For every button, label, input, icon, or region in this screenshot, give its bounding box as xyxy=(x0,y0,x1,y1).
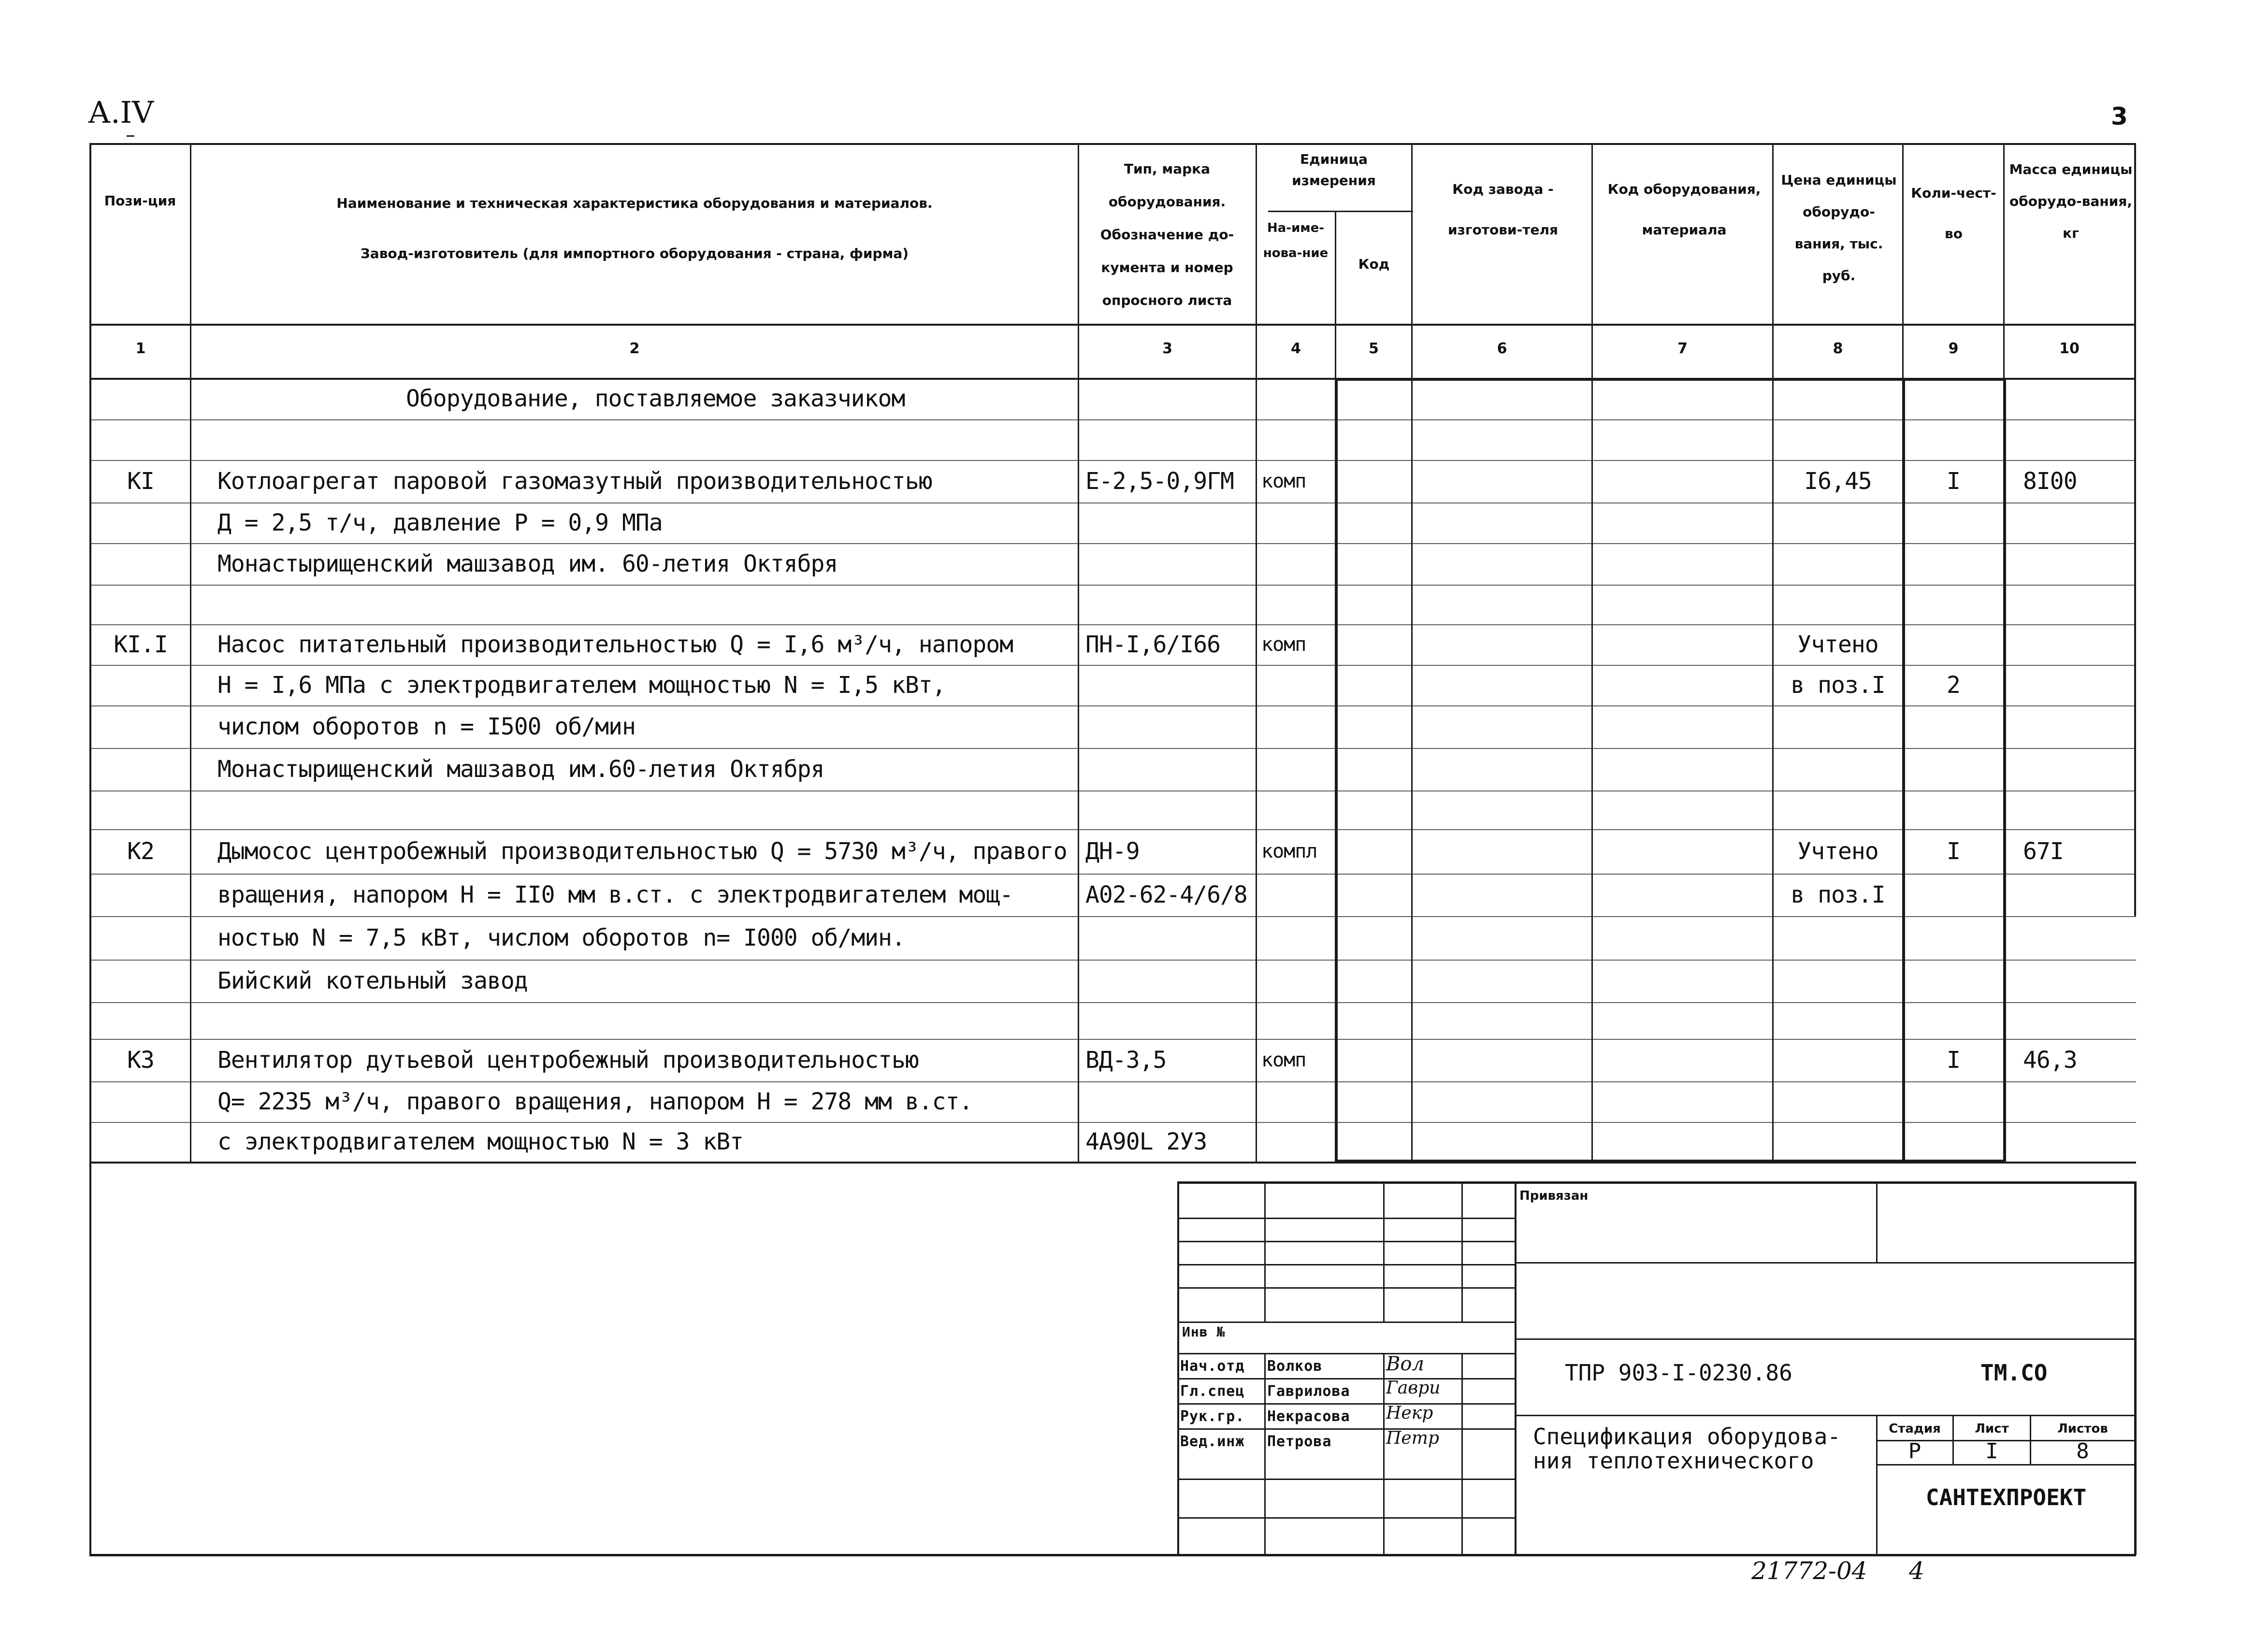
row-divider xyxy=(89,705,2136,706)
column-number: 3 xyxy=(1162,340,1172,357)
column-number: 5 xyxy=(1369,340,1379,357)
header-unit-group: Единица измерения xyxy=(1292,151,1376,188)
cell-mass: 46,3 xyxy=(2023,1047,2077,1074)
cell-name: Д = 2,5 т/ч, давление Р = 0,9 МПа xyxy=(217,509,663,536)
cell-pos: КI xyxy=(127,468,154,495)
cell-unit: комп xyxy=(1261,633,1306,656)
project-code: ТПР 903-I-0230.86 xyxy=(1565,1360,1792,1386)
corner-label-underline xyxy=(127,135,134,137)
sheets-value: 8 xyxy=(2076,1439,2089,1464)
cell-type: 4А90L 2У3 xyxy=(1085,1128,1207,1155)
signer-name: Некрасова xyxy=(1267,1408,1350,1425)
cell-price: Учтено xyxy=(1797,631,1878,658)
header-position: Пози-ция xyxy=(104,193,176,209)
sheet-value: I xyxy=(1985,1439,1998,1464)
cell-name: Монастырищенский машзавод им. 60-летия Октября xyxy=(217,550,838,577)
row-divider xyxy=(89,665,2136,666)
stage-label: Стадия xyxy=(1889,1422,1941,1436)
cell-pos: К2 xyxy=(127,838,154,865)
sheet-code: ТМ.СО xyxy=(1980,1360,2048,1386)
cell-name: вращения, напором Н = II0 мм в.ст. с электродвигателем мощ- xyxy=(217,881,1013,908)
column-number: 7 xyxy=(1677,340,1688,357)
column-number: 8 xyxy=(1833,340,1843,357)
row-divider xyxy=(89,1122,2136,1123)
row-divider xyxy=(89,624,2136,625)
cell-name: Вентилятор дутьевой центробежный производительностью xyxy=(217,1047,919,1074)
row-divider xyxy=(89,585,2136,586)
document-title-line2: ния теплотехнического xyxy=(1533,1448,1814,1474)
cell-price: в поз.I xyxy=(1791,881,1885,908)
sheet-label: Лист xyxy=(1975,1422,2009,1436)
header-unit-code: Код xyxy=(1358,256,1390,272)
cell-mass: 8I00 xyxy=(2023,468,2077,495)
cell-pos: КI.I xyxy=(114,631,168,658)
stage-value: Р xyxy=(1908,1439,1921,1464)
cell-type: ДН-9 xyxy=(1085,838,1140,865)
cell-type: А02-62-4/6/8 xyxy=(1085,881,1247,908)
column-number: 9 xyxy=(1948,340,1959,357)
row-divider xyxy=(89,874,2136,875)
cell-unit: комп xyxy=(1261,470,1306,492)
inv-label: Инв № xyxy=(1182,1324,1226,1340)
signer-name: Петрова xyxy=(1267,1433,1332,1450)
cell-type: Е-2,5-0,9ГМ xyxy=(1085,468,1234,495)
row-divider xyxy=(89,419,2136,420)
row-divider xyxy=(89,543,2136,544)
signature-image: Вол xyxy=(1386,1353,1424,1375)
header-mass: Масса единицы оборудо-вания, кг xyxy=(2009,161,2133,241)
cell-pos: К3 xyxy=(127,1047,154,1074)
signer-name: Гаврилова xyxy=(1267,1383,1350,1400)
cell-name: Оборудование, поставляемое заказчиком xyxy=(406,385,905,412)
cell-qty: 2 xyxy=(1947,672,1960,699)
header-type: Тип, марка оборудования. Обозначение до-кумента и номер опросного листа xyxy=(1100,161,1234,308)
page-number: 3 xyxy=(2111,102,2128,130)
archive-number: 21772-04 xyxy=(1751,1557,1867,1585)
header-quantity: Коли-чест-во xyxy=(1911,185,1996,242)
cell-qty: I xyxy=(1947,468,1960,495)
signer-role: Вед.инж xyxy=(1180,1433,1245,1450)
signature-image: Петр xyxy=(1386,1428,1439,1448)
cell-name: с электродвигателем мощностью N = 3 кВт xyxy=(217,1128,744,1155)
organization-name: САНТЕХПРОЕКТ xyxy=(1925,1484,2087,1510)
row-divider xyxy=(89,1002,2136,1003)
signature-image: Некр xyxy=(1386,1403,1433,1423)
corner-label: А.IV xyxy=(88,95,154,130)
row-divider xyxy=(89,748,2136,749)
signature-image: Гаври xyxy=(1386,1378,1441,1398)
cell-name: числом оборотов n = I500 об/мин xyxy=(217,713,636,740)
signer-role: Нач.отд xyxy=(1180,1358,1245,1375)
header-price: Цена единицы оборудо-вания, тыс. руб. xyxy=(1781,172,1897,284)
cell-unit: компл xyxy=(1261,840,1317,862)
column-number: 6 xyxy=(1497,340,1507,357)
column-number: 10 xyxy=(2059,340,2080,357)
row-divider xyxy=(89,1039,2136,1040)
cell-name: Бийский котельный завод xyxy=(217,967,528,994)
cell-name: Дымосос центробежный производительностью Q = 5730 м³/ч, правого xyxy=(217,838,1067,865)
signer-name: Волков xyxy=(1267,1358,1323,1375)
column-number: 2 xyxy=(629,340,640,357)
row-divider xyxy=(89,790,2136,791)
row-divider xyxy=(89,1081,2136,1082)
cell-type: ВД-3,5 xyxy=(1085,1047,1167,1074)
cell-qty: I xyxy=(1947,1047,1960,1074)
cell-name: Н = I,6 МПа с электродвигателем мощностью N = I,5 кВт, xyxy=(217,672,946,699)
cell-type: ПН-I,6/I66 xyxy=(1085,631,1220,658)
row-divider xyxy=(89,960,2136,961)
cell-price: Учтено xyxy=(1797,838,1878,865)
sheets-label: Листов xyxy=(2057,1422,2108,1436)
signer-role: Рук.гр. xyxy=(1180,1408,1245,1425)
header-unit-name: На-име-нова-ние xyxy=(1263,221,1329,260)
cell-name: ностью N = 7,5 кВт, числом оборотов n= I000 об/мин. xyxy=(217,924,905,951)
cell-name: Монастырищенский машзавод им.60-летия Октября xyxy=(217,756,824,783)
column-number: 1 xyxy=(135,340,146,357)
cell-name: Q= 2235 м³/ч, правого вращения, напором Н = 278 мм в.ст. xyxy=(217,1088,973,1115)
signer-role: Гл.спец xyxy=(1180,1383,1245,1400)
cell-mass: 67I xyxy=(2023,838,2064,865)
cell-price: в поз.I xyxy=(1791,672,1885,699)
header-factory-code: Код завода - изготови-теля xyxy=(1448,181,1558,238)
cell-name: Котлоагрегат паровой газомазутный производительностью xyxy=(217,468,932,495)
document-title-line1: Спецификация оборудова- xyxy=(1533,1423,1841,1450)
cell-qty: I xyxy=(1947,838,1960,865)
header-equipment-code: Код оборудования, материала xyxy=(1607,181,1761,238)
header-name-line1: Наименование и техническая характеристика оборудования и материалов. xyxy=(336,195,933,211)
footer-sheet-number: 4 xyxy=(1909,1557,1924,1585)
row-divider xyxy=(89,460,2136,461)
column-number: 4 xyxy=(1291,340,1301,357)
attached-label: Привязан xyxy=(1519,1189,1589,1203)
cell-unit: комп xyxy=(1261,1049,1306,1071)
row-divider xyxy=(89,916,2136,917)
cell-name: Насос питательный производительностью Q = I,6 м³/ч, напором xyxy=(217,631,1013,658)
row-divider xyxy=(89,829,2136,830)
cell-price: I6,45 xyxy=(1804,468,1872,495)
header-name-line2: Завод-изготовитель (для импортного оборудования - страна, фирма) xyxy=(360,245,909,261)
